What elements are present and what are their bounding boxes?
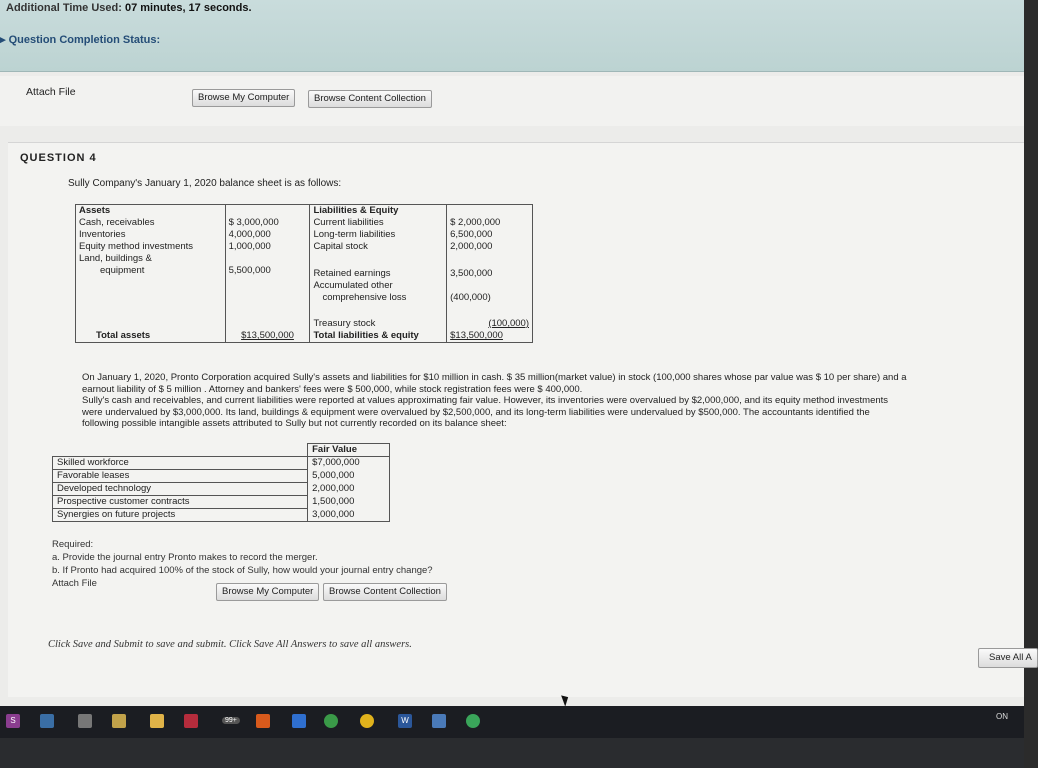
app-icon[interactable] [184,714,198,728]
balance-sheet-table [75,204,533,343]
app-icon[interactable] [466,714,480,728]
asset-value: 5,500,000 [225,265,310,280]
paragraph-line: earnout liability of $ 5 million . Attorney and bankers' fees were $ 500,000, while stock registration fees were $ 400,000. [82,383,583,395]
system-tray[interactable]: ON [996,712,1008,721]
taskbar [0,706,1024,738]
assets-header: Assets [76,205,226,218]
completion-toggle-icon[interactable]: ▸ [0,34,6,46]
asset-label: Equity method investments [76,241,226,253]
equity-label: Treasury stock [310,318,447,330]
total-le-value: $13,500,000 [447,330,533,343]
table-row [53,483,390,496]
asset-label: Inventories [76,229,226,241]
required-b: b. If Pronto had acquired 100% of the stock of Sully, how would your journal entry change? [52,565,433,576]
fair-value-header: Fair Value [308,444,390,457]
intangible-label: Prospective customer contracts [53,496,308,509]
store-icon[interactable] [112,714,126,728]
equity-value: 2,000,000 [447,241,533,253]
asset-value: 4,000,000 [225,229,310,241]
save-instructions: Click Save and Submit to save and submit. Click Save All Answers to save all answers. [48,639,412,650]
app-icon[interactable] [40,714,54,728]
equity-label: comprehensive loss [310,292,447,304]
paragraph-line: were undervalued by $3,000,000. Its land, buildings & equipment were overvalued by $2,500,000, and its long-term liabilities were undervalued by $500,000. The accountants identified the [82,406,870,418]
required-label: Required: [52,539,94,550]
notification-badge: 99+ [222,717,240,724]
chrome-icon[interactable] [360,714,374,728]
equity-value: (100,000) [447,318,533,330]
table-row [53,457,390,470]
table-row [76,217,533,229]
word-icon[interactable]: W [398,714,412,728]
attach-file-label: Attach File [26,86,76,98]
completion-status-label: Question Completion Status: [8,34,161,46]
equity-label: Accumulated other [310,280,447,292]
monitor-bezel [0,738,1024,768]
attach-file-label: Attach File [52,578,97,589]
total-assets-value: $13,500,000 [225,330,310,343]
table-row [76,318,533,330]
browse-my-computer-button[interactable]: Browse My Computer [192,89,295,107]
table-row [76,292,533,304]
intangible-assets-table [52,443,390,522]
folder-icon[interactable] [150,714,164,728]
table-row [76,253,533,265]
table-row [76,304,533,318]
intangible-label: Developed technology [53,483,308,496]
asset-label: equipment [76,265,226,280]
intangible-value: 1,500,000 [308,496,390,509]
question-title: QUESTION 4 [20,152,97,164]
intangible-label: Favorable leases [53,470,308,483]
asset-label: Cash, receivables [76,217,226,229]
app-icon[interactable]: S [6,714,20,728]
equity-value: 3,500,000 [447,265,533,280]
equity-value: (400,000) [447,292,533,304]
intangible-value: 5,000,000 [308,470,390,483]
liability-value: $ 2,000,000 [447,217,533,229]
paragraph-line: On January 1, 2020, Pronto Corporation acquired Sully's assets and liabilities for $10 million in cash. $ 35 million(market value) in stock (100,000 shares whose par value was $ 10 per share) and a [82,372,907,383]
table-row [53,496,390,509]
equity-label: Capital stock [310,241,447,253]
table-row [76,205,533,218]
asset-value: $ 3,000,000 [225,217,310,229]
asset-label: Land, buildings & [76,253,226,265]
table-row [53,509,390,522]
table-row [76,330,533,343]
calculator-icon[interactable] [78,714,92,728]
intangible-value: 2,000,000 [308,483,390,496]
liability-label: Long-term liabilities [310,229,447,241]
total-le-label: Total liabilities & equity [310,330,447,343]
table-row [53,470,390,483]
intangible-label: Synergies on future projects [53,509,308,522]
browse-content-collection-button[interactable]: Browse Content Collection [323,583,447,601]
browse-content-collection-button[interactable]: Browse Content Collection [308,90,432,108]
table-row [76,265,533,280]
liability-value: 6,500,000 [447,229,533,241]
time-used-value: 07 minutes, 17 seconds. [124,2,252,14]
liabilities-equity-header: Liabilities & Equity [310,205,447,218]
total-assets-label: Total assets [76,330,226,343]
app-icon[interactable] [292,714,306,728]
problem-paragraph [82,372,972,430]
asset-value: 1,000,000 [225,241,310,253]
table-row [76,280,533,292]
time-used [6,2,252,14]
table-row [76,241,533,253]
browse-my-computer-button[interactable]: Browse My Computer [216,583,319,601]
equity-label: Retained earnings [310,265,447,280]
required-a: a. Provide the journal entry Pronto makes to record the merger. [52,552,318,563]
chrome-icon[interactable] [324,714,338,728]
app-icon[interactable] [432,714,446,728]
question-completion-status[interactable] [0,33,160,46]
intangible-value: 3,000,000 [308,509,390,522]
intangible-value: $7,000,000 [308,457,390,470]
save-all-answers-button[interactable]: Save All A [978,648,1038,668]
table-row [76,229,533,241]
question-4-panel [8,142,1032,697]
question-intro: Sully Company's January 1, 2020 balance sheet is as follows: [68,178,342,189]
status-header [0,0,1024,72]
paragraph-line: Sully's cash and receivables, and current liabilities were reported at values approximating fair value. However, its inventories were overvalued by $2,000,000, and its equity method investments [82,395,889,406]
time-used-label: Additional Time Used: [6,2,122,14]
office-icon[interactable] [256,714,270,728]
intangible-label: Skilled workforce [53,457,308,470]
table-row [53,444,390,457]
paragraph-line: following possible intangible assets attributed to Sully but not currently recorded on its balance sheet: [82,418,507,429]
liability-label: Current liabilities [310,217,447,229]
previous-question-attach [0,76,1024,126]
